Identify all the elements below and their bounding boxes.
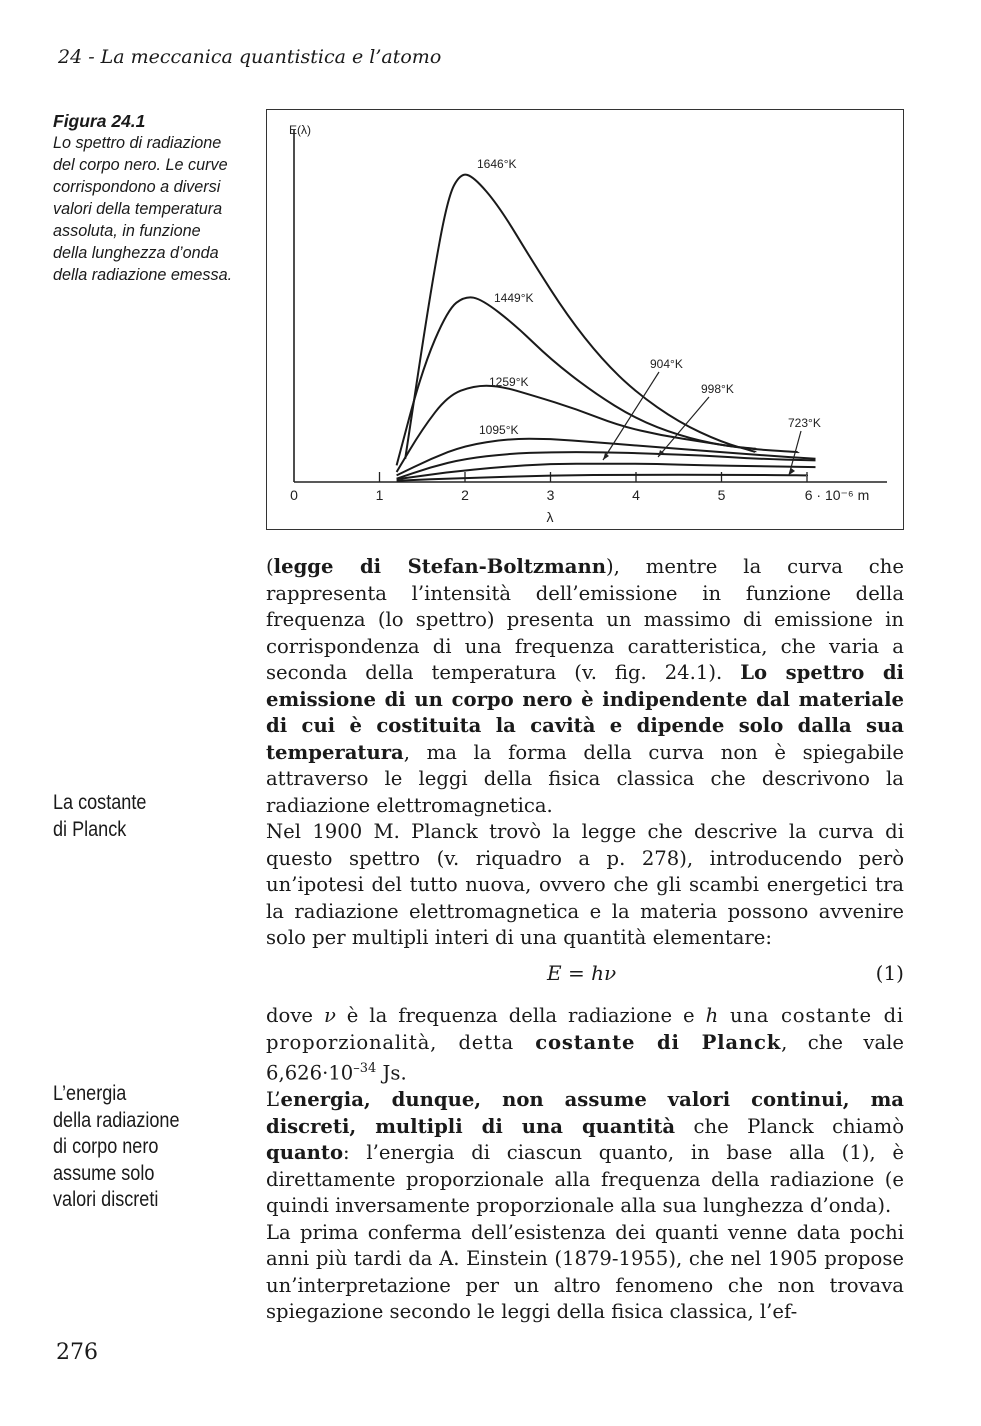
text-run: , che vale 6,626·10 xyxy=(266,1030,904,1085)
sidenote-line: L’energia xyxy=(53,1082,127,1105)
curve-723k xyxy=(397,475,807,481)
text-run: è la frequenza della radiazione e xyxy=(335,1004,706,1027)
bold-phrase: Lo spettro di emissione di un corpo nero è indipendente dal materiale di cui è costituita la cavità e dipende solo dalla sua temperatura xyxy=(266,661,904,764)
caption-line: corrispondono a diversi xyxy=(53,178,221,196)
x-tick-label: 1 xyxy=(375,487,384,503)
caption-line: della radiazione emessa. xyxy=(53,266,233,284)
caption-line: valori della temperatura xyxy=(53,200,223,218)
x-tick-label: 2 xyxy=(461,487,469,503)
text-run: che Planck chiamò xyxy=(675,1114,904,1138)
bold-phrase: quanto xyxy=(266,1141,344,1165)
label-arrowhead xyxy=(603,453,609,460)
caption-line: Lo spettro di radiazione xyxy=(53,134,222,152)
curve-904k xyxy=(397,464,816,480)
equation-formula: E = hν xyxy=(547,961,617,985)
page-number: 276 xyxy=(56,1340,98,1365)
sidenote-line: La costante xyxy=(53,791,147,814)
bold-phrase: legge di Stefan-Boltzmann xyxy=(273,555,606,578)
text-run: una costante di proporzionalità, detta xyxy=(266,1004,905,1054)
body-paragraph-5: La prima conferma dell’esistenza dei quanti venne data pochi anni più tardi da A. Einstein (1879-1955), che nel 1905 propose un’interpretazione per un altro fenomeno che non trovava spiegazione secondo le leggi della fisica classica, l’ef- xyxy=(266,1220,904,1324)
curve-label-1646k: 1646°K xyxy=(477,157,517,171)
text-run: dove xyxy=(266,1004,324,1027)
sidenote-line: di corpo nero xyxy=(53,1135,159,1158)
sidenote-planck-constant xyxy=(53,790,225,843)
y-axis-label: E(λ) xyxy=(289,123,311,137)
running-head: 24 - La meccanica quantistica e l’atomo xyxy=(58,46,442,68)
x-tick-label: 5 xyxy=(717,487,726,503)
sidenote-line: valori discreti xyxy=(53,1188,159,1211)
curve-1259k xyxy=(397,386,799,472)
x-tick-label: 3 xyxy=(546,487,555,503)
caption-line: del corpo nero. Le curve xyxy=(53,156,228,174)
curve-label-1449k: 1449°K xyxy=(494,291,534,305)
sidenote-line: della radiazione xyxy=(53,1108,180,1132)
caption-title: Figura 24.1 xyxy=(53,111,146,131)
sidenote-discrete-energy xyxy=(53,1081,225,1214)
body-paragraph-2: Nel 1900 M. Planck trovò la legge che descrive la curva di questo spettro (v. riquadro a p. 278), introducendo però un’ipotesi del tutto nuova, ovvero che gli scambi energetici tra la radiazione elettromagnetica e la materia possono avvenire solo per multipli interi di una quantità elementare: xyxy=(266,820,904,949)
nu-symbol: ν xyxy=(323,1004,336,1027)
exponent: –34 xyxy=(353,1061,377,1076)
text-run: , ma la forma della curva non è spiegabile attraverso le leggi della fisica classica che descrivono la radiazione elettromagnetica. xyxy=(266,740,904,817)
text-run: : l’energia di ciascun quanto, in base alla (1), è direttamente proporzionale alla frequenza della radiazione (e quindi inversamente proporzionale alla sua lunghezza d’onda). xyxy=(266,1141,904,1218)
curve-label-904k: 904°K xyxy=(650,357,683,371)
text-run: Js. xyxy=(376,1061,407,1085)
caption-line: della lunghezza d’onda xyxy=(53,244,219,262)
blackbody-chart xyxy=(267,110,903,529)
blackbody-spectrum-figure xyxy=(266,109,904,530)
label-leader-line xyxy=(789,431,801,475)
curve-label-1259k: 1259°K xyxy=(489,375,529,389)
x-tick-label: 4 xyxy=(632,487,640,503)
label-leader-line xyxy=(658,397,709,457)
x-axis-label: λ xyxy=(546,509,554,525)
planck-equation xyxy=(266,961,904,989)
text-run: ), mentre la curva che rappresenta l’intensità dell’emissione in funzione della frequenza (lo spettro) presenta un massimo di emissione in corrispondenza di una frequenza caratteristica, che varia a seconda della temperatura (v. fig. 24.1). xyxy=(266,555,904,684)
text-run: L’ xyxy=(266,1088,281,1112)
body-paragraph-1: (legge di Stefan-Boltzmann), mentre la curva che rappresenta l’intensità dell’emissione in funzione della frequenza (lo spettro) presenta un massimo di emissione in corrispondenza di una frequenza caratteristica, che varia a seconda della temperatura (v. fig. 24.1). Lo spettro di emissione di un corpo nero è indipendente dal materiale di cui è costituita la cavità e dipende solo dalla sua temperatura, ma la forma della curva non è spiegabile attraverso le leggi della fisica classica che descrivono la radiazione elettromagnetica. Nel 1900 M. Planck trovò la legge che descrive la curva di questo spettro (v. riquadro a p. 278), introducendo però un’ipotesi del tutto nuova, ovvero che gli scambi energetici tra la radiazione elettromagnetica e la materia possono avvenire solo per multipli interi di una quantità elementare: xyxy=(266,554,904,952)
caption-line: assoluta, in funzione xyxy=(53,222,201,240)
sidenote-line: di Planck xyxy=(53,817,127,841)
figure-caption xyxy=(53,110,253,286)
sidenote-line: assume solo xyxy=(53,1161,155,1185)
x-tick-label: 0 xyxy=(290,487,298,503)
curve-label-998k: 998°K xyxy=(701,382,734,396)
body-paragraph-3 xyxy=(266,1003,904,1326)
curve-label-723k: 723°K xyxy=(788,416,821,430)
x-tick-label: 6 · 10⁻⁶ m xyxy=(804,487,870,503)
equation-number: (1) xyxy=(875,961,904,985)
curve-1646k xyxy=(405,175,756,459)
curve-label-1095k: 1095°K xyxy=(479,423,519,437)
h-symbol: h xyxy=(705,1004,719,1027)
bold-phrase: energia, dunque, non assume valori continui, ma discreti, multipli di una quantità xyxy=(266,1088,904,1138)
bold-phrase: costante di Planck xyxy=(535,1030,782,1054)
